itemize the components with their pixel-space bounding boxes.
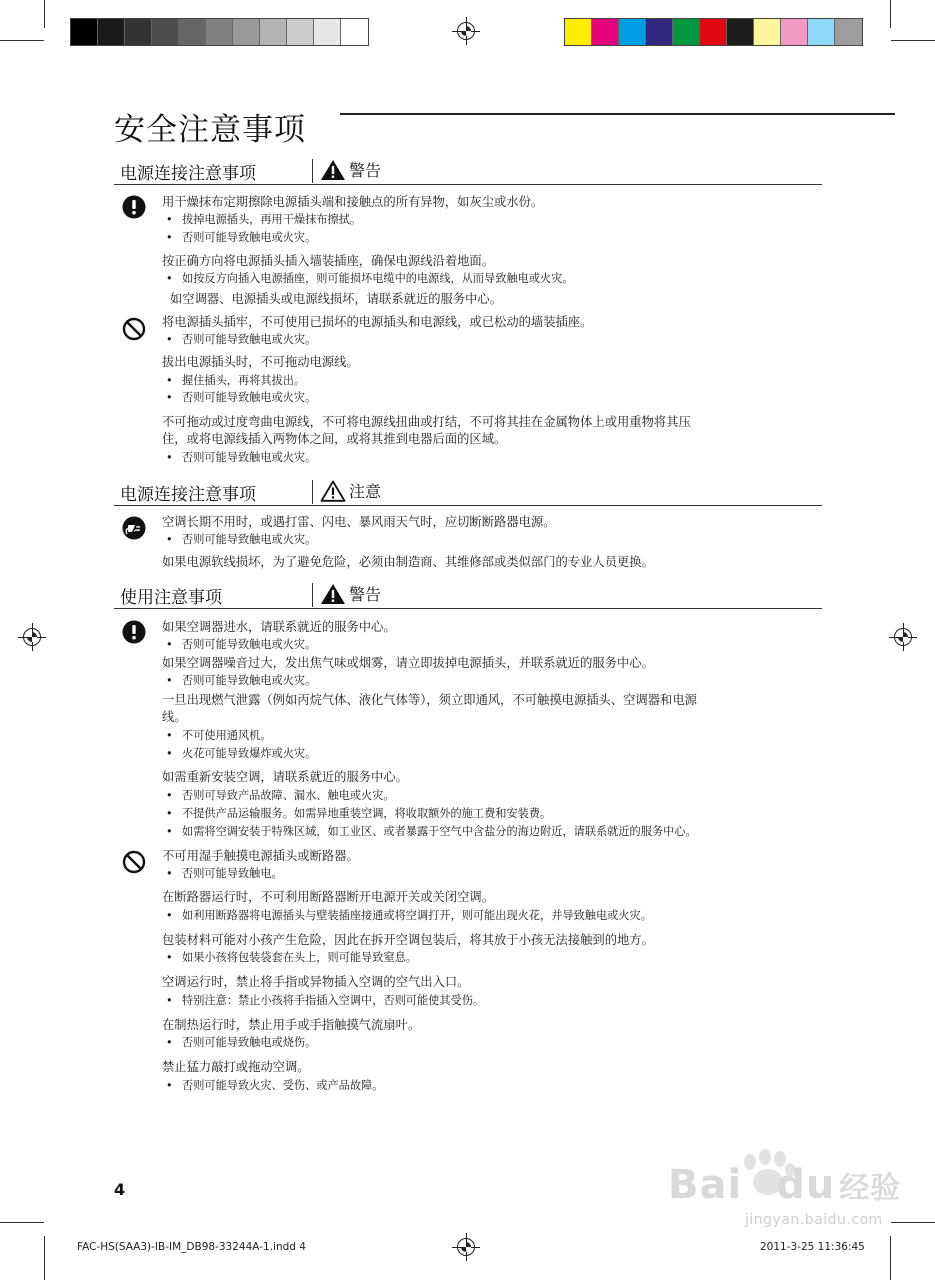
section-divider xyxy=(312,480,313,504)
bullet-item: • 否则可导致产品故障、漏水、触电或火灾。 xyxy=(166,789,395,802)
color-swatch xyxy=(808,19,835,45)
crop-mark xyxy=(0,1222,44,1223)
mandatory-action-icon xyxy=(122,620,146,644)
gray-swatch xyxy=(71,19,98,45)
bullet-item: • 否则可能导致触电或火灾。 xyxy=(166,638,317,651)
bullet-item: • 如按反方向插入电源插座，则可能损坏电缆中的电源线，从而导致触电或火灾。 xyxy=(166,272,574,285)
gray-swatch xyxy=(341,19,368,45)
section-level-label: 注意 xyxy=(349,482,382,501)
gray-swatch xyxy=(206,19,233,45)
color-swatch xyxy=(700,19,727,45)
instruction-text: 一旦出现燃气泄露（例如丙烷气体、液化气体等），须立即通风，不可触摸电源插头、空调器和电源 xyxy=(162,693,697,707)
caution-triangle-icon xyxy=(320,480,346,502)
prohibited-icon xyxy=(122,850,146,874)
instruction-text: 如需重新安装空调，请联系就近的服务中心。 xyxy=(162,770,408,784)
instruction-text: 如果电源软线损坏，为了避免危险，必须由制造商、其维修部或类似部门的专业人员更换。 xyxy=(162,555,654,569)
bullet-item: • 否则可能导致触电或火灾。 xyxy=(166,231,317,244)
section-name: 电源连接注意事项 xyxy=(120,164,256,184)
crop-mark xyxy=(44,0,45,28)
crop-mark xyxy=(891,40,935,41)
watermark-url: jingyan.baidu.com xyxy=(745,1212,883,1228)
instruction-text: 将电源插头插牢，不可使用已损坏的电源插头和电源线，或已松动的墙装插座。 xyxy=(162,315,593,329)
section-level-label: 警告 xyxy=(349,161,382,180)
page-title: 安全注意事项 xyxy=(114,112,306,148)
instruction-text: 空调运行时，禁止将手指或异物插入空调的空气出入口。 xyxy=(162,975,470,989)
section-level-label: 警告 xyxy=(349,585,382,604)
instruction-text: 不可拖动或过度弯曲电源线，不可将电源线扭曲或打结，不可将其挂在金属物体上或用重物将其压 xyxy=(162,415,691,429)
section-header-power-warning xyxy=(114,157,822,185)
page-number: 4 xyxy=(114,1180,126,1199)
color-swatch xyxy=(727,19,754,45)
instruction-text: 拔出电源插头时，不可拖动电源线。 xyxy=(162,355,359,369)
warning-triangle-icon xyxy=(320,583,346,605)
section-divider xyxy=(312,159,313,183)
instruction-text: 空调长期不用时，或遇打雷、闪电、暴风雨天气时，应切断断路器电源。 xyxy=(162,515,556,529)
color-swatch xyxy=(754,19,781,45)
gray-swatch xyxy=(314,19,341,45)
section-name: 电源连接注意事项 xyxy=(120,485,256,505)
gray-swatch xyxy=(152,19,179,45)
bullet-item: • 否则可能导致触电或火灾。 xyxy=(166,391,317,404)
instruction-text: 禁止猛力敲打或拖动空调。 xyxy=(162,1060,310,1074)
warning-triangle-icon xyxy=(320,159,346,181)
crop-mark xyxy=(890,1236,891,1280)
gray-swatch xyxy=(98,19,125,45)
crop-mark xyxy=(0,40,44,41)
gray-swatch xyxy=(125,19,152,45)
color-swatch xyxy=(592,19,619,45)
mandatory-action-icon xyxy=(122,195,146,219)
crop-mark xyxy=(890,0,891,28)
instruction-text: 在断路器运行时，不可利用断路器断开电源开关或关闭空调。 xyxy=(162,890,495,904)
color-swatch xyxy=(619,19,646,45)
footer-timestamp: 2011-3-25 11:36:45 xyxy=(760,1241,865,1253)
instruction-text: 如空调器、电源插头或电源线损坏，请联系就近的服务中心。 xyxy=(170,292,503,306)
instruction-text: 在制热运行时，禁止用手或手指触摸气流扇叶。 xyxy=(162,1018,421,1032)
bullet-item: • 火花可能导致爆炸或火灾。 xyxy=(166,747,317,760)
bullet-item: • 否则可能导致火灾、受伤、或产品故障。 xyxy=(166,1079,384,1092)
instruction-text: 如果空调器进水，请联系就近的服务中心。 xyxy=(162,620,396,634)
title-rule xyxy=(340,113,895,115)
grayscale-color-bar xyxy=(70,18,369,46)
bullet-item: • 否则可能导致触电或火灾。 xyxy=(166,451,317,464)
section-divider xyxy=(312,583,313,607)
gray-swatch xyxy=(233,19,260,45)
instruction-text: 用干燥抹布定期擦除电源插头端和接触点的所有异物，如灰尘或水份。 xyxy=(162,195,544,209)
bullet-item: • 否则可能导致触电或火灾。 xyxy=(166,674,317,687)
gray-swatch xyxy=(260,19,287,45)
instruction-text: 如果空调器噪音过大，发出焦气味或烟雾，请立即拔掉电源插头，并联系就近的服务中心。 xyxy=(162,656,654,670)
instruction-text: 不可用湿手触摸电源插头或断路器。 xyxy=(162,849,359,863)
watermark-brand: Bai du 经验 xyxy=(668,1162,902,1208)
section-name: 使用注意事项 xyxy=(120,588,222,608)
footer-filename: FAC-HS(SAA3)-IB-IM_DB98-33244A-1.indd 4 xyxy=(77,1241,306,1253)
bullet-item: • 否则可能导致触电。 xyxy=(166,867,283,880)
bullet-item: • 否则可能导致触电或烧伤。 xyxy=(166,1036,317,1049)
gray-swatch xyxy=(179,19,206,45)
bullet-item: • 特别注意：禁止小孩将手指插入空调中，否则可能使其受伤。 xyxy=(166,994,485,1007)
instruction-text: 包装材料可能对小孩产生危险，因此在拆开空调包装后，将其放于小孩无法接触到的地方。 xyxy=(162,933,654,947)
section-header-usage-warning xyxy=(114,581,822,609)
color-swatch xyxy=(781,19,808,45)
bullet-item: • 如利用断路器将电源插头与壁装插座接通或将空调打开，则可能出现火花，并导致触电或火灾。 xyxy=(166,909,652,922)
bullet-item: • 否则可能导致触电或火灾。 xyxy=(166,333,317,346)
bullet-item: • 如果小孩将包装袋套在头上，则可能导致窒息。 xyxy=(166,951,417,964)
instruction-text: 线。 xyxy=(162,710,187,724)
color-swatch xyxy=(565,19,592,45)
color-swatch xyxy=(835,19,862,45)
gray-swatch xyxy=(287,19,314,45)
registration-mark-icon xyxy=(889,623,917,651)
cmyk-color-bar xyxy=(564,18,863,46)
bullet-item: • 拔掉电源插头，再用干燥抹布擦拭。 xyxy=(166,213,362,226)
instruction-text: 住，或将电源线插入两物体之间，或将其推到电器后面的区域。 xyxy=(162,432,507,446)
registration-mark-icon xyxy=(18,623,46,651)
bullet-item: • 如需将空调安装于特殊区域，如工业区、或者暴露于空气中含盐分的海边附近，请联系就近的服务中心。 xyxy=(166,825,697,838)
unplug-icon xyxy=(122,516,146,540)
bullet-item: • 否则可能导致触电或火灾。 xyxy=(166,533,317,546)
crop-mark xyxy=(44,1236,45,1280)
registration-mark-icon xyxy=(452,17,480,45)
color-swatch xyxy=(646,19,673,45)
registration-mark-icon xyxy=(452,1233,480,1261)
prohibited-icon xyxy=(122,317,146,341)
crop-mark xyxy=(891,1222,935,1223)
bullet-item: • 握住插头，再将其拔出。 xyxy=(166,374,306,387)
section-header-power-caution xyxy=(114,478,822,506)
bullet-item: • 不提供产品运输服务。如需异地重装空调，将收取额外的施工费和安装费。 xyxy=(166,807,552,820)
instruction-text: 按正确方向将电源插头插入墙装插座，确保电源线沿着地面。 xyxy=(162,254,495,268)
color-swatch xyxy=(673,19,700,45)
bullet-item: • 不可使用通风机。 xyxy=(166,729,272,742)
